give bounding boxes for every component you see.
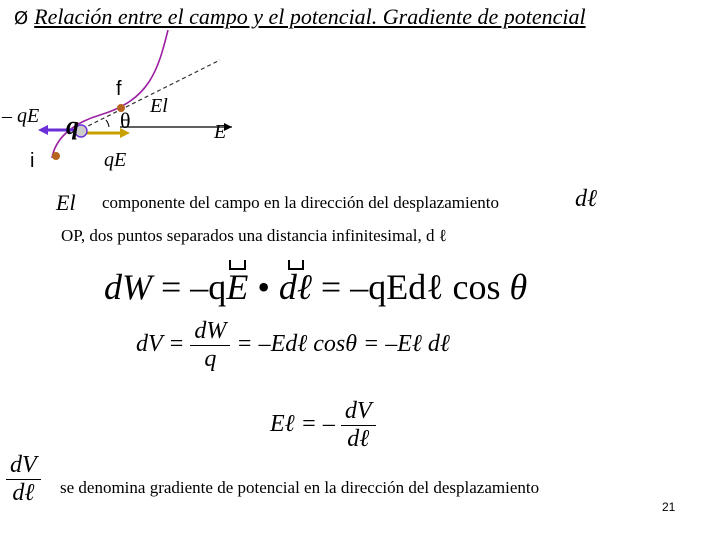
El-label: El [150,95,168,117]
op-description: OP, dos puntos separados una distancia infinitesimal, d ℓ [61,226,447,245]
component-description: componente del campo en la dirección del desplazamiento [102,193,499,212]
page-number: 21 [662,500,676,514]
dl-symbol: dℓ [575,186,597,212]
slide-title-text: Relación entre el campo y el potencial. Gradiente de potencial [34,4,586,29]
gradient-description: se denomina gradiente de potencial en la dirección del desplazamiento [60,478,540,497]
side-fraction-dV-dl: $\frac{dV}{\text{dℓ}}$ [6,452,41,507]
q-label: q [66,111,79,140]
equation-potential: dV = $\frac{dW}{q}$ = –Edℓ cosθ = –Eℓ dℓ [136,318,450,372]
fraction-dW-q: $\frac{dW}{q}$ [190,318,230,373]
fraction-dV-dl: $\frac{dV}{\text{dℓ}}$ [341,398,376,453]
qE-label: qE [104,149,127,171]
minus-qE-label: – qE [2,105,40,127]
equation-work: dW = –qE • dℓ = –qEdℓ cos θ [104,267,528,307]
slide-title [14,4,586,30]
theta-arc [106,120,109,127]
E-label: E [214,121,227,143]
label-i: i [30,150,35,172]
equation-gradient: Eℓ = – $\frac{dV}{\text{dℓ}}$ [270,398,376,453]
label-theta: θ [120,108,131,133]
label-f: f [116,78,122,100]
bullet-arrow-icon: Ø [14,8,29,29]
El-symbol: El [56,190,76,215]
point-i [52,152,60,160]
